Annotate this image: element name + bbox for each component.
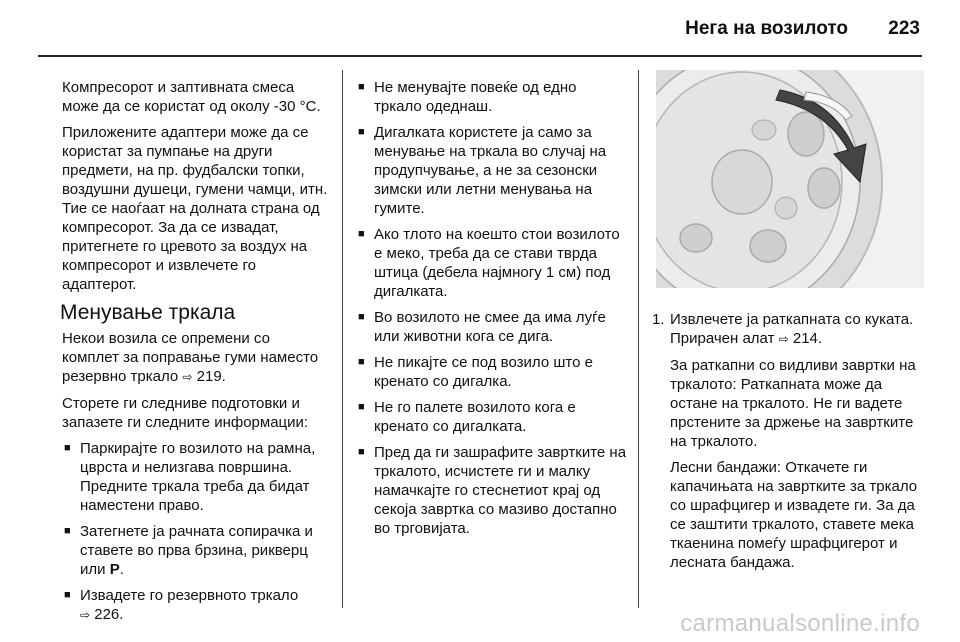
paragraph-repair-kit: Некои возила се опремени со комплет за поправање гуми наместо резервно тркало ⇨ 219. — [62, 330, 319, 385]
paragraph-compressor-temp: Компресорот и заптивната смеса може да се користат од околу -30 °C. — [62, 79, 321, 115]
page-reference-link[interactable]: 226. — [94, 606, 124, 623]
wheel-cover-illustration — [656, 70, 924, 288]
section-heading: Менување тркала — [60, 301, 236, 324]
list-item: ■ Не менувајте повеќе од едно тркало одеднаш. — [356, 78, 628, 116]
list-item: ■ Не го палете возилото кога е кренато со дигалката. — [356, 398, 628, 436]
list-item: ■ Паркирајте го возилото на рамна, цврста и нелизгава површина. Предните тркала треба да бидат наместени право. — [62, 439, 330, 515]
list-item: ■ Извадете го резервното тркало ⇨ 226. — [62, 586, 330, 625]
ref-arrow-icon: ⇨ — [80, 608, 91, 622]
ref-arrow-icon: ⇨ — [778, 332, 789, 346]
procedure-steps — [652, 310, 924, 349]
page-title: Нега на возилото — [685, 18, 848, 39]
header-divider — [38, 55, 922, 57]
wheel-illustration-svg — [656, 70, 924, 288]
column-middle — [356, 78, 628, 545]
column-divider-left — [342, 70, 343, 608]
procedure-step: 1. Извлечете ја раткапната со куката. Прирачен алат ⇨ 214. — [652, 311, 914, 347]
page-reference-link[interactable]: 214. — [792, 330, 823, 347]
preparation-list — [62, 439, 330, 625]
page-header — [0, 0, 960, 60]
page-number: 223 — [888, 18, 920, 39]
list-item: ■ Дигалката користете ја само за менување на тркала во случај на продупчување, а не за сезонски зимски или летни менувања на гумите. — [356, 123, 628, 218]
watermark-text: carmanualsonline.info — [680, 610, 920, 637]
paragraph-visible-bolts: За раткапни со видливи завртки на тркалото: Раткапната може да остане на тркалото. Не ги вадете прстените за држење на завртките на тркалото. — [670, 357, 916, 450]
gear-letter: P — [109, 561, 120, 578]
list-item: ■ Пред да ги зашрафите завртките на тркалото, исчистете ги и малку намачкајте го стеснетиот крај од секоја завртка со мазиво достапно во трговијата. — [356, 443, 628, 538]
paragraph-adapters: Приложените адаптери може да се користат за пумпање на други предмети, на пр. фудбалски топки, воздушни душеци, гумени чамци, итн. Тие се наоѓаат на долната страна од компресорот. За да се извадат, притегнете го цревото за воздух на компресорот и извлечете го адаптерот. — [62, 124, 328, 293]
column-left — [62, 78, 330, 632]
list-item: ■ Затегнете ја рачната сопирачка и ставете во прва брзина, рикверц или P. — [62, 522, 330, 579]
ref-arrow-icon: ⇨ — [182, 370, 193, 384]
page-reference-link[interactable]: 219. — [196, 368, 226, 385]
list-item: ■ Во возилото не смее да има луѓе или животни кога се дига. — [356, 308, 628, 346]
paragraph-alloy-wheels: Лесни бандажи: Откачете ги капачињата на завртките за тркало со шрафцигер и извадете ги. За да се заштити тркалото, ставете мека ткаенина помеѓу шрафцигерот и лесната бандажа. — [670, 459, 918, 571]
list-item: ■ Не пикајте се под возило што е кренато со дигалка. — [356, 353, 628, 391]
paragraph-preparations: Сторете ги следниве подготовки и запазете ги следните информации: — [62, 395, 309, 431]
step-number: 1. — [652, 311, 665, 328]
list-item: ■ Ако тлото на коешто стои возилото е меко, треба да се стави тврда штица (дебела најмногу 1 см) под дигалката. — [356, 225, 628, 301]
warning-list — [356, 78, 628, 538]
column-right — [652, 310, 924, 579]
column-divider-right — [638, 70, 639, 608]
